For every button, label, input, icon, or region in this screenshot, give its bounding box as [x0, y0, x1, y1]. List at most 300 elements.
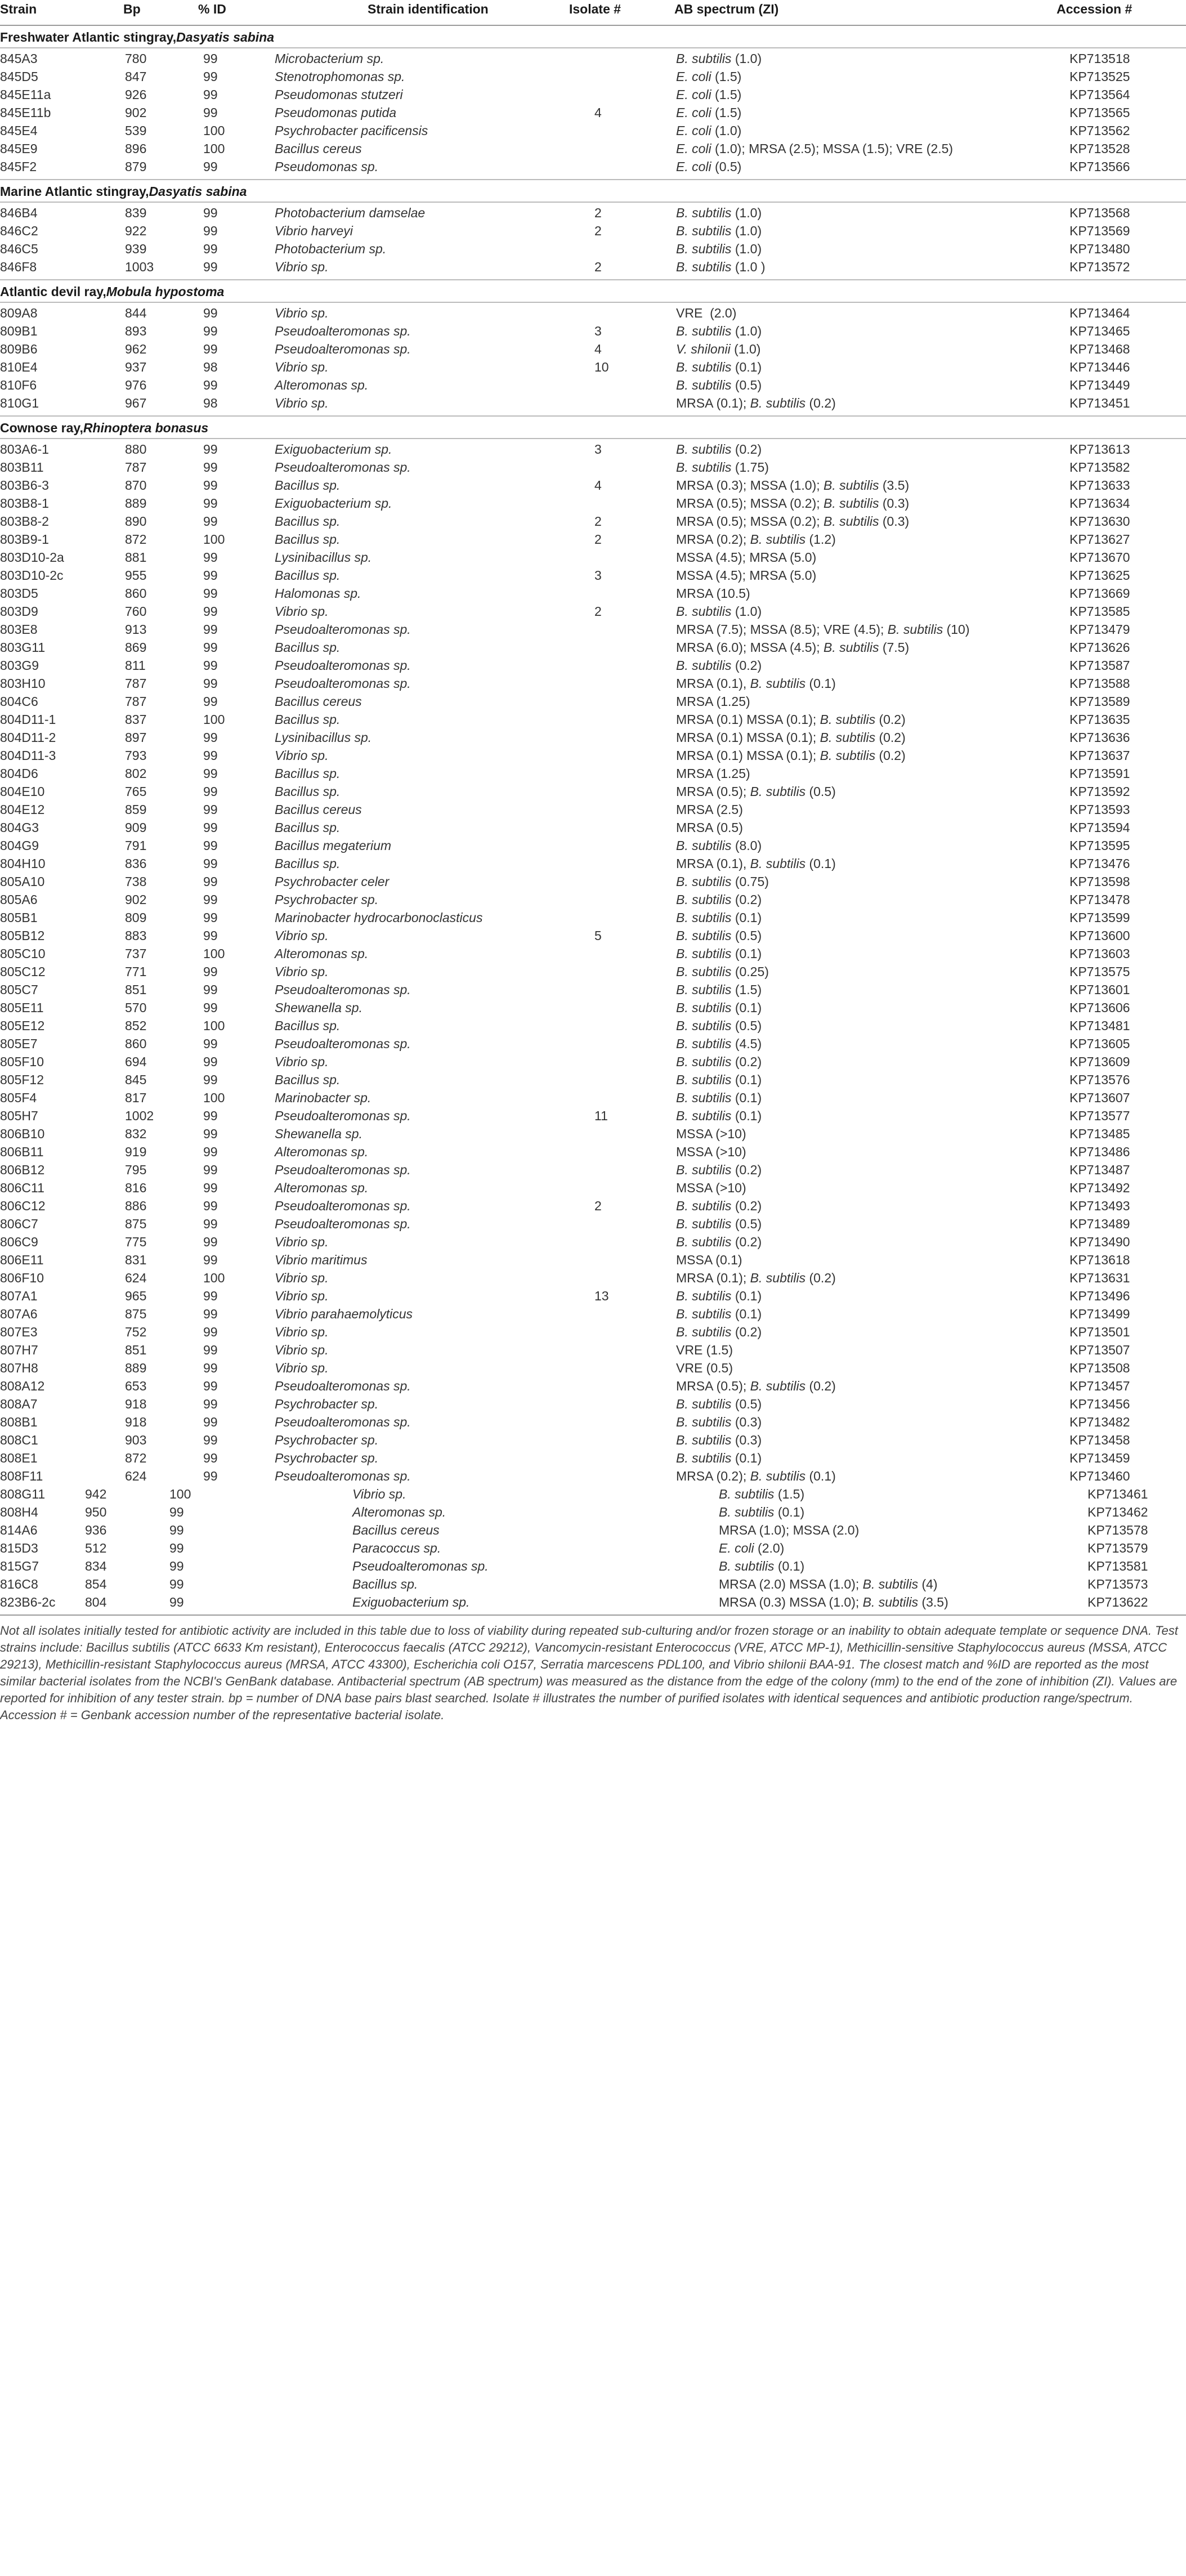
- cell-strain: 803A6-1: [0, 442, 49, 457]
- zone-value: MRSA (1.0); MSSA (2.0): [719, 1523, 860, 1537]
- table-row: [0, 1179, 1186, 1197]
- test-strain-name: B. subtilis: [676, 982, 732, 997]
- table-row: [0, 104, 1186, 122]
- cell-id: Alteromonas sp.: [352, 1505, 446, 1519]
- cell-bp: 1002: [125, 1108, 154, 1123]
- cell-id: Alteromonas sp.: [275, 378, 369, 392]
- table-row: [0, 458, 1186, 476]
- cell-bp: 919: [125, 1144, 147, 1159]
- cell-id: Microbacterium sp.: [275, 51, 384, 66]
- cell-strain: 803B6-3: [0, 478, 49, 493]
- cell-strain: 807A1: [0, 1289, 38, 1303]
- cell-ab-spectrum: [676, 476, 909, 494]
- test-strain-name: B. subtilis: [676, 1036, 732, 1051]
- cell-pid: 100: [203, 1090, 225, 1105]
- cell-accession: KP713446: [1069, 360, 1130, 374]
- cell-id: Bacillus cereus: [352, 1523, 440, 1537]
- test-strain-name: E. coli: [676, 159, 711, 174]
- cell-ab-spectrum: [676, 1359, 733, 1377]
- cell-strain: 845E9: [0, 141, 38, 156]
- cell-bp: 844: [125, 306, 147, 320]
- zone-value: MRSA (6.0); MSSA (4.5);: [676, 640, 824, 655]
- cell-ab-spectrum: [676, 638, 909, 656]
- zone-value: MRSA (0.5);: [676, 1379, 750, 1393]
- cell-pid: 99: [203, 1000, 218, 1015]
- table-row: [0, 1305, 1186, 1323]
- zone-value: (0.1): [774, 1559, 805, 1573]
- cell-accession: KP713592: [1069, 784, 1130, 799]
- cell-bp: 879: [125, 159, 147, 174]
- cell-bp: 787: [125, 694, 147, 709]
- cell-strain: 805C12: [0, 964, 46, 979]
- cell-strain: 807H7: [0, 1343, 38, 1357]
- zone-value: (0.1): [731, 1451, 762, 1465]
- zone-value: (0.75): [731, 874, 769, 889]
- cell-accession: KP713599: [1069, 910, 1130, 925]
- cell-id: Vibrio sp.: [275, 748, 329, 763]
- cell-bp: 837: [125, 712, 147, 727]
- cell-id: Alteromonas sp.: [275, 946, 369, 961]
- cell-id: Exiguobacterium sp.: [275, 442, 392, 457]
- zone-value: (1.5): [711, 69, 742, 84]
- cell-bp: 804: [85, 1595, 107, 1609]
- cell-pid: 99: [203, 1361, 218, 1375]
- test-strain-name: B. subtilis: [719, 1487, 775, 1501]
- cell-bp: 811: [125, 658, 146, 673]
- cell-bp: 831: [125, 1253, 147, 1267]
- zone-value: (1.0): [731, 205, 762, 220]
- cell-pid: 99: [203, 1253, 218, 1267]
- cell-pid: 100: [203, 1018, 225, 1033]
- cell-strain: 806C7: [0, 1217, 38, 1231]
- zone-value: (1.0): [731, 223, 762, 238]
- zone-value: (0.2): [731, 1162, 762, 1177]
- table-row: [0, 1521, 1186, 1539]
- cell-ab-spectrum: [676, 909, 762, 927]
- cell-iso: 3: [594, 324, 602, 338]
- cell-pid: 99: [203, 928, 218, 943]
- test-strain-name: E. coli: [676, 69, 711, 84]
- cell-ab-spectrum: [676, 458, 769, 476]
- cell-id: Bacillus sp.: [275, 568, 341, 583]
- cell-strain: 804D11-1: [0, 712, 56, 727]
- cell-ab-spectrum: [676, 584, 750, 602]
- column-header: Accession #: [1057, 2, 1133, 16]
- cell-strain: 805C10: [0, 946, 46, 961]
- table-row: [0, 376, 1186, 394]
- cell-pid: 99: [203, 260, 218, 274]
- zone-value: (1.0): [731, 242, 762, 256]
- test-strain-name: B. subtilis: [676, 946, 732, 961]
- cell-bp: 875: [125, 1217, 147, 1231]
- cell-bp: 926: [125, 87, 147, 102]
- zone-value: (0.25): [731, 964, 769, 979]
- cell-bp: 859: [125, 802, 147, 817]
- zone-value: (2.0): [754, 1541, 785, 1555]
- cell-bp: 737: [125, 946, 147, 961]
- zone-value: MSSA (4.5); MRSA (5.0): [676, 568, 817, 583]
- test-strain-name: B. subtilis: [676, 910, 732, 925]
- cell-id: Vibrio sp.: [275, 1289, 329, 1303]
- cell-pid: 100: [203, 946, 225, 961]
- test-strain-name: B. subtilis: [750, 1469, 806, 1483]
- cell-accession: KP713573: [1087, 1577, 1148, 1591]
- cell-accession: KP713606: [1069, 1000, 1130, 1015]
- cell-id: Vibrio parahaemolyticus: [275, 1307, 413, 1321]
- cell-bp: 937: [125, 360, 147, 374]
- zone-value: (0.2): [731, 1054, 762, 1069]
- zone-value: (0.3): [731, 1415, 762, 1429]
- cell-accession: KP713480: [1069, 242, 1130, 256]
- cell-bp: 902: [125, 105, 147, 120]
- cell-ab-spectrum: [676, 1467, 836, 1485]
- cell-pid: 99: [203, 342, 218, 356]
- cell-accession: KP713587: [1069, 658, 1130, 673]
- cell-iso: 4: [594, 105, 602, 120]
- cell-pid: 99: [203, 766, 218, 781]
- test-strain-name: B. subtilis: [676, 838, 732, 853]
- cell-ab-spectrum: [676, 999, 762, 1017]
- cell-id: Bacillus sp.: [275, 532, 341, 547]
- cell-bp: 817: [125, 1090, 147, 1105]
- cell-ab-spectrum: [676, 782, 836, 800]
- cell-strain: 809B6: [0, 342, 38, 356]
- cell-id: Vibrio sp.: [275, 1054, 329, 1069]
- zone-value: (4): [918, 1577, 938, 1591]
- cell-ab-spectrum: [676, 530, 836, 548]
- zone-value: MSSA (>10): [676, 1180, 746, 1195]
- cell-ab-spectrum: [676, 1053, 762, 1071]
- cell-accession: KP713631: [1069, 1271, 1130, 1285]
- cell-strain: 808E1: [0, 1451, 38, 1465]
- zone-value: MRSA (0.3); MSSA (1.0);: [676, 478, 824, 493]
- cell-bp: 839: [125, 205, 147, 220]
- cell-id: Vibrio sp.: [352, 1487, 406, 1501]
- zone-value: (1.0): [731, 604, 762, 619]
- cell-pid: 99: [203, 694, 218, 709]
- cell-pid: 99: [203, 748, 218, 763]
- column-header: Strain identification: [368, 2, 489, 16]
- cell-pid: 99: [203, 1397, 218, 1411]
- table-divider: [0, 438, 1186, 439]
- zone-value: MRSA (0.1) MSSA (0.1);: [676, 730, 820, 745]
- table-row: [0, 1431, 1186, 1449]
- cell-pid: 99: [203, 1217, 218, 1231]
- table-row: [0, 1557, 1186, 1575]
- cell-iso: 10: [594, 360, 609, 374]
- cell-strain: 808F11: [0, 1469, 43, 1483]
- test-strain-name: B. subtilis: [676, 1072, 732, 1087]
- cell-strain: 804G3: [0, 820, 39, 835]
- zone-value: MRSA (1.25): [676, 766, 750, 781]
- cell-iso: 2: [594, 223, 602, 238]
- cell-id: Psychrobacter sp.: [275, 1397, 379, 1411]
- cell-id: Pseudoalteromonas sp.: [275, 1162, 411, 1177]
- cell-accession: KP713569: [1069, 223, 1130, 238]
- cell-bp: 902: [125, 892, 147, 907]
- cell-strain: 805A6: [0, 892, 38, 907]
- cell-pid: 100: [203, 141, 225, 156]
- cell-strain: 805H7: [0, 1108, 38, 1123]
- cell-strain: 845E11b: [0, 105, 51, 120]
- cell-pid: 99: [169, 1505, 184, 1519]
- cell-pid: 99: [203, 874, 218, 889]
- cell-id: Lysinibacillus sp.: [275, 550, 372, 565]
- cell-bp: 738: [125, 874, 147, 889]
- table-row: [0, 322, 1186, 340]
- cell-ab-spectrum: [676, 1323, 762, 1341]
- zone-value: (1.0): [731, 324, 762, 338]
- cell-id: Vibrio harveyi: [275, 223, 353, 238]
- cell-id: Marinobacter sp.: [275, 1090, 372, 1105]
- cell-pid: 98: [203, 360, 218, 374]
- table-row: [0, 638, 1186, 656]
- cell-accession: KP713600: [1069, 928, 1130, 943]
- cell-bp: 869: [125, 640, 147, 655]
- table-divider: [0, 25, 1186, 26]
- cell-strain: 807A6: [0, 1307, 38, 1321]
- cell-pid: 100: [203, 712, 225, 727]
- cell-bp: 918: [125, 1397, 147, 1411]
- zone-value: (3.5): [918, 1595, 948, 1609]
- zone-value: (0.1): [731, 360, 762, 374]
- zone-value: VRE (0.5): [676, 1361, 733, 1375]
- cell-pid: 99: [203, 442, 218, 457]
- cell-strain: 810F6: [0, 378, 37, 392]
- table-row: [0, 1071, 1186, 1089]
- cell-accession: KP713637: [1069, 748, 1130, 763]
- table-row: [0, 963, 1186, 981]
- cell-id: Psychrobacter pacificensis: [275, 123, 428, 138]
- cell-strain: 806C9: [0, 1235, 38, 1249]
- cell-pid: 99: [203, 105, 218, 120]
- table-row: [0, 891, 1186, 909]
- cell-id: Bacillus sp.: [275, 820, 341, 835]
- cell-iso: 13: [594, 1289, 609, 1303]
- cell-strain: 809B1: [0, 324, 38, 338]
- cell-ab-spectrum: [719, 1575, 938, 1593]
- cell-id: Pseudoalteromonas sp.: [275, 1217, 411, 1231]
- cell-bp: 936: [85, 1523, 107, 1537]
- cell-ab-spectrum: [676, 1125, 746, 1143]
- cell-strain: 808A7: [0, 1397, 38, 1411]
- cell-accession: KP713499: [1069, 1307, 1130, 1321]
- cell-pid: 99: [203, 568, 218, 583]
- zone-value: (0.1): [731, 1090, 762, 1105]
- cell-accession: KP713457: [1069, 1379, 1130, 1393]
- cell-ab-spectrum: [676, 376, 762, 394]
- zone-value: (1.0): [711, 123, 742, 138]
- zone-value: (1.0): [730, 342, 761, 356]
- host-latin-name: Mobula hypostoma: [106, 284, 225, 299]
- cell-accession: KP713507: [1069, 1343, 1130, 1357]
- cell-accession: KP713489: [1069, 1217, 1130, 1231]
- zone-value: (0.5): [731, 1397, 762, 1411]
- cell-bp: 836: [125, 856, 147, 871]
- cell-bp: 939: [125, 242, 147, 256]
- cell-bp: 880: [125, 442, 147, 457]
- test-strain-name: B. subtilis: [676, 928, 732, 943]
- cell-bp: 795: [125, 1162, 147, 1177]
- cell-accession: KP713588: [1069, 676, 1130, 691]
- cell-id: Vibrio sp.: [275, 396, 329, 410]
- cell-ab-spectrum: [676, 240, 762, 258]
- cell-bp: 889: [125, 1361, 147, 1375]
- cell-pid: 99: [203, 820, 218, 835]
- cell-bp: 893: [125, 324, 147, 338]
- cell-ab-spectrum: [676, 104, 741, 122]
- cell-accession: KP713669: [1069, 586, 1130, 601]
- test-strain-name: B. subtilis: [676, 1325, 732, 1339]
- test-strain-name: B. subtilis: [676, 51, 732, 66]
- table-divider: [0, 415, 1186, 417]
- zone-value: (0.5): [731, 1217, 762, 1231]
- cell-bp: 881: [125, 550, 147, 565]
- cell-bp: 854: [85, 1577, 107, 1591]
- zone-value: MRSA (10.5): [676, 586, 750, 601]
- cell-strain: 806B11: [0, 1144, 44, 1159]
- cell-ab-spectrum: [676, 1143, 746, 1161]
- test-strain-name: B. subtilis: [676, 260, 732, 274]
- cell-pid: 99: [203, 586, 218, 601]
- cell-accession: KP713613: [1069, 442, 1130, 457]
- cell-accession: KP713634: [1069, 496, 1130, 511]
- cell-iso: 4: [594, 342, 602, 356]
- zone-value: (0.2): [731, 442, 762, 457]
- cell-pid: 99: [203, 640, 218, 655]
- cell-ab-spectrum: [676, 746, 906, 764]
- cell-bp: 965: [125, 1289, 147, 1303]
- cell-accession: KP713579: [1087, 1541, 1148, 1555]
- cell-id: Photobacterium damselae: [275, 205, 426, 220]
- cell-id: Pseudoalteromonas sp.: [275, 658, 411, 673]
- test-strain-name: B. subtilis: [676, 604, 732, 619]
- cell-ab-spectrum: [676, 873, 769, 891]
- cell-iso: 2: [594, 1198, 602, 1213]
- table-row: [0, 927, 1186, 945]
- zone-value: (0.3): [731, 1433, 762, 1447]
- cell-accession: KP713625: [1069, 568, 1130, 583]
- column-header: Isolate #: [569, 2, 621, 16]
- table-row: [0, 476, 1186, 494]
- cell-id: Vibrio sp.: [275, 928, 329, 943]
- cell-bp: 793: [125, 748, 147, 763]
- host-common-name: Atlantic devil ray,: [0, 284, 106, 299]
- cell-id: Bacillus sp.: [275, 640, 341, 655]
- cell-id: Vibrio sp.: [275, 1361, 329, 1375]
- cell-pid: 99: [203, 1235, 218, 1249]
- test-strain-name: B. subtilis: [750, 856, 806, 871]
- cell-pid: 99: [203, 378, 218, 392]
- cell-ab-spectrum: [676, 1089, 762, 1107]
- cell-id: Pseudomonas stutzeri: [275, 87, 403, 102]
- table-row: [0, 512, 1186, 530]
- cell-strain: 803B8-2: [0, 514, 49, 529]
- host-latin-name: Dasyatis sabina: [149, 184, 247, 199]
- cell-pid: 100: [169, 1487, 191, 1501]
- test-strain-name: B. subtilis: [750, 784, 806, 799]
- test-strain-name: B. subtilis: [862, 1577, 919, 1591]
- cell-strain: 808C1: [0, 1433, 38, 1447]
- cell-strain: 846C2: [0, 223, 38, 238]
- test-strain-name: B. subtilis: [824, 496, 879, 511]
- cell-pid: 100: [203, 1271, 225, 1285]
- zone-value: MRSA (0.3) MSSA (1.0);: [719, 1595, 863, 1609]
- test-strain-name: B. subtilis: [676, 658, 732, 673]
- table-divider: [0, 179, 1186, 180]
- cell-ab-spectrum: [676, 140, 953, 158]
- cell-iso: 2: [594, 532, 602, 547]
- cell-bp: 752: [125, 1325, 147, 1339]
- cell-id: Shewanella sp.: [275, 1000, 362, 1015]
- table-row: [0, 1323, 1186, 1341]
- cell-strain: 810E4: [0, 360, 38, 374]
- cell-pid: 99: [203, 69, 218, 84]
- table-row: [0, 304, 1186, 322]
- test-strain-name: B. subtilis: [862, 1595, 919, 1609]
- table-row: [0, 782, 1186, 800]
- cell-strain: 846F8: [0, 260, 37, 274]
- cell-iso: 2: [594, 205, 602, 220]
- column-header: % ID: [198, 2, 226, 16]
- test-strain-name: B. subtilis: [676, 1108, 732, 1123]
- cell-accession: KP713481: [1069, 1018, 1130, 1033]
- cell-id: Pseudoalteromonas sp.: [275, 1036, 411, 1051]
- cell-bp: 791: [125, 838, 147, 853]
- cell-bp: 870: [125, 478, 147, 493]
- cell-strain: 806F10: [0, 1271, 44, 1285]
- cell-ab-spectrum: [676, 222, 762, 240]
- cell-bp: 1003: [125, 260, 154, 274]
- zone-value: (0.2): [875, 712, 906, 727]
- cell-pid: 99: [203, 1415, 218, 1429]
- cell-ab-spectrum: [676, 963, 769, 981]
- cell-id: Halomonas sp.: [275, 586, 361, 601]
- table-row: [0, 1539, 1186, 1557]
- cell-ab-spectrum: [676, 68, 741, 86]
- cell-pid: 99: [203, 676, 218, 691]
- cell-accession: KP713564: [1069, 87, 1130, 102]
- cell-ab-spectrum: [676, 981, 762, 999]
- cell-accession: KP713478: [1069, 892, 1130, 907]
- test-strain-name: B. subtilis: [676, 1451, 732, 1465]
- cell-accession: KP713578: [1087, 1523, 1148, 1537]
- cell-id: Bacillus sp.: [275, 784, 341, 799]
- cell-ab-spectrum: [676, 855, 836, 873]
- cell-accession: KP713462: [1087, 1505, 1148, 1519]
- cell-bp: 653: [125, 1379, 147, 1393]
- cell-id: Pseudoalteromonas sp.: [275, 1108, 411, 1123]
- test-strain-name: B. subtilis: [676, 1415, 732, 1429]
- cell-id: Pseudoalteromonas sp.: [275, 342, 411, 356]
- cell-bp: 787: [125, 676, 147, 691]
- table-divider: [0, 279, 1186, 280]
- cell-ab-spectrum: [676, 764, 750, 782]
- cell-pid: 99: [203, 514, 218, 529]
- cell-accession: KP713635: [1069, 712, 1130, 727]
- cell-ab-spectrum: [676, 710, 906, 728]
- cell-ab-spectrum: [676, 692, 750, 710]
- cell-strain: 805E7: [0, 1036, 38, 1051]
- zone-value: MRSA (0.1),: [676, 856, 750, 871]
- cell-bp: 847: [125, 69, 147, 84]
- table-row: [0, 1395, 1186, 1413]
- zone-value: VRE (2.0): [676, 306, 737, 320]
- zone-value: (0.1): [774, 1505, 805, 1519]
- cell-id: Pseudoalteromonas sp.: [275, 982, 411, 997]
- test-strain-name: B. subtilis: [750, 1379, 806, 1393]
- cell-strain: 803G11: [0, 640, 46, 655]
